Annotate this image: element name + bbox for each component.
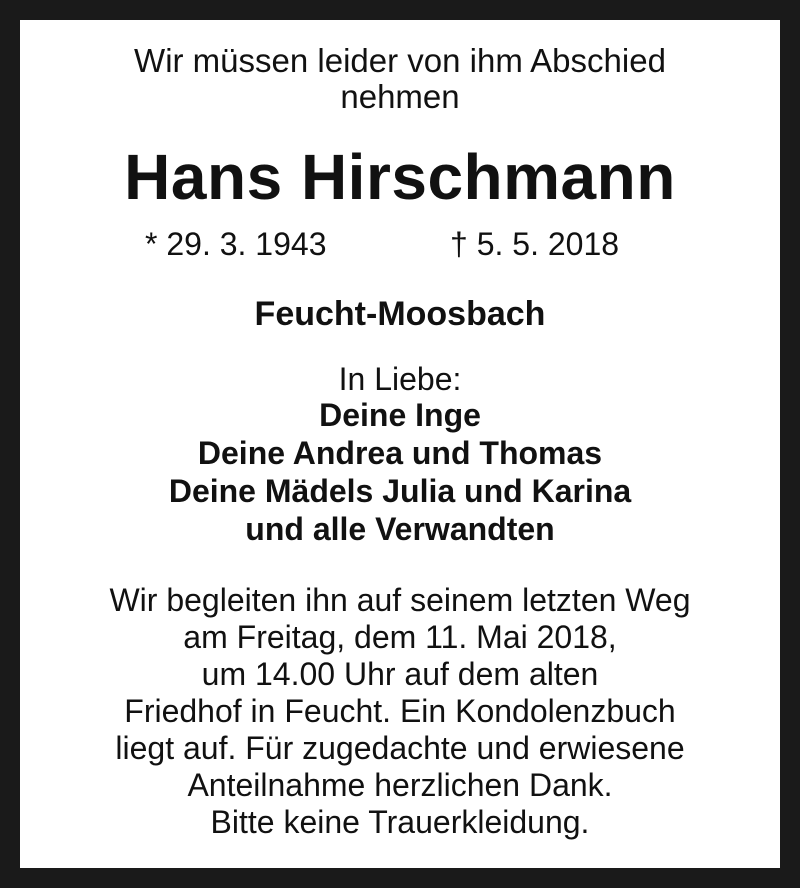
closing-line: Friedhof in Feucht. Ein Kondolenzbuch — [124, 693, 676, 729]
closing-line: Wir begleiten ihn auf seinem letzten Weg — [109, 582, 691, 618]
mourner-line: Deine Inge — [319, 397, 481, 433]
closing-line: Anteilnahme herzlichen Dank. — [187, 767, 613, 803]
closing-line: am Freitag, dem 11. Mai 2018, — [183, 619, 617, 655]
closing-line: liegt auf. Für zugedachte und erwiesene — [115, 730, 685, 766]
death-date: † 5. 5. 2018 — [450, 226, 620, 262]
mourner-line: Deine Mädels Julia und Karina — [168, 473, 632, 509]
birth-date: * 29. 3. 1943 — [145, 226, 327, 262]
intro-line-1: Wir müssen leider von ihm Abschied — [134, 42, 666, 79]
closing-line: Bitte keine Trauerkleidung. — [210, 804, 590, 840]
closing-line: um 14.00 Uhr auf dem alten — [201, 656, 599, 692]
love-intro: In Liebe: — [338, 361, 462, 397]
mourner-line: Deine Andrea und Thomas — [197, 435, 603, 471]
mourner-line: und alle Verwandten — [245, 511, 555, 547]
life-dates — [20, 226, 780, 266]
deceased-name: Hans Hirschmann — [124, 141, 676, 213]
place-name: Feucht-Moosbach — [254, 295, 546, 333]
intro-line-2: nehmen — [340, 78, 460, 115]
